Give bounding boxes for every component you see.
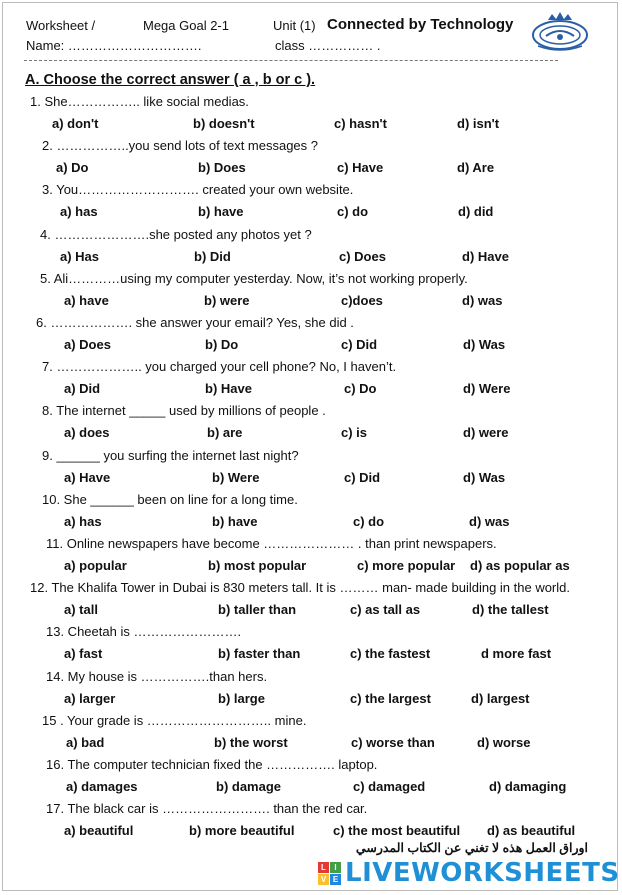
header-divider [24, 60, 558, 61]
question-16-option-d[interactable]: d) damaging [489, 779, 567, 794]
question-11: 11. Online newspapers have become ………………… . than print newspapers. [46, 536, 497, 551]
question-6-option-a[interactable]: a) Does [64, 337, 111, 352]
question-14-option-d[interactable]: d) largest [471, 690, 530, 706]
question-4-option-b[interactable]: b) Did [194, 248, 231, 264]
brand-tile: L [318, 862, 329, 873]
question-17: 17. The black car is ……………………. than the red car. [46, 801, 368, 817]
question-8-option-b[interactable]: b) are [207, 425, 243, 441]
name-field: Name: …………………………. [26, 38, 202, 53]
question-1-option-c[interactable]: c) hasn't [334, 116, 387, 131]
question-16-option-a[interactable]: a) damages [66, 779, 138, 794]
question-6-option-b[interactable]: b) Do [205, 337, 239, 352]
question-13-option-c[interactable]: c) the fastest [350, 646, 431, 662]
question-8-option-d[interactable]: d) were [463, 425, 509, 441]
question-14-option-c[interactable]: c) the largest [350, 690, 431, 706]
question-6: 6. ………………. she answer your email? Yes, she did . [36, 315, 354, 330]
liveworksheets-brand [318, 858, 620, 888]
question-16-option-c[interactable]: c) damaged [353, 779, 426, 794]
question-2-option-b[interactable]: b) Does [198, 160, 246, 176]
question-3-option-c[interactable]: c) do [337, 204, 369, 220]
brand-tile: E [330, 874, 341, 885]
question-15-option-c[interactable]: c) worse than [351, 734, 435, 750]
question-3: 3. You………………………. created your own website. [42, 182, 354, 198]
question-11-option-d[interactable]: d) as popular as [470, 558, 570, 573]
question-3-option-a[interactable]: a) has [60, 204, 98, 220]
question-5-option-b[interactable]: b) were [204, 292, 250, 308]
question-17-option-b[interactable]: b) more beautiful [189, 823, 295, 839]
question-10: 10. She ______ been on line for a long time. [42, 491, 298, 507]
question-9-option-b[interactable]: b) Were [212, 469, 260, 485]
question-10-option-a[interactable]: a) has [64, 513, 102, 529]
question-1-option-d[interactable]: d) isn't [457, 116, 500, 131]
question-17-option-c[interactable]: c) the most beautiful [333, 823, 461, 839]
question-9-option-c[interactable]: c) Did [344, 469, 381, 485]
question-15: 15 . Your grade is ……………………….. mine. [42, 712, 307, 728]
question-11-option-b[interactable]: b) most popular [208, 558, 307, 573]
question-11-option-a[interactable]: a) popular [64, 558, 127, 573]
question-14: 14. My house is …………….than hers. [46, 668, 268, 684]
question-8-option-a[interactable]: a) does [64, 425, 110, 441]
question-10-option-c[interactable]: c) do [353, 513, 385, 529]
question-12-option-b[interactable]: b) taller than [218, 602, 297, 618]
brand-tile: I [330, 862, 341, 873]
question-1-option-a[interactable]: a) don't [52, 116, 99, 131]
question-2-option-a[interactable]: a) Do [56, 160, 89, 176]
worksheet-label: Worksheet / [26, 18, 96, 33]
question-7-option-b[interactable]: b) Have [205, 381, 252, 397]
question-7-option-c[interactable]: c) Do [344, 381, 377, 397]
question-7-option-d[interactable]: d) Were [463, 381, 511, 397]
question-10-option-b[interactable]: b) have [212, 513, 258, 529]
question-17-option-a[interactable]: a) beautiful [64, 823, 134, 839]
question-8-option-c[interactable]: c) is [341, 425, 368, 441]
question-5: 5. Ali…………using my computer yesterday. Now, it’s not working properly. [40, 270, 468, 286]
question-9-option-d[interactable]: d) Was [463, 469, 506, 485]
question-4-option-c[interactable]: c) Does [339, 248, 386, 264]
class-field: class …………… . [275, 38, 381, 53]
question-3-option-b[interactable]: b) have [198, 204, 244, 220]
question-2-option-d[interactable]: d) Are [457, 160, 495, 176]
question-1: 1. She…………….. like social medias. [30, 94, 249, 109]
question-15-option-a[interactable]: a) bad [66, 734, 105, 750]
question-14-option-b[interactable]: b) large [218, 690, 265, 706]
question-9: 9. ______ you surfing the internet last night? [42, 447, 299, 463]
question-15-option-d[interactable]: d) worse [477, 734, 531, 750]
ministry-logo-icon [530, 10, 590, 52]
question-8: 8. The internet _____ used by millions of people . [42, 403, 326, 419]
question-12-option-c[interactable]: c) as tall as [350, 602, 421, 618]
question-2: 2. ……………..you send lots of text messages ? [42, 138, 319, 154]
question-5-option-c[interactable]: c)does [341, 292, 383, 308]
question-12-option-d[interactable]: d) the tallest [472, 602, 549, 618]
question-12: 12. The Khalifa Tower in Dubai is 830 meters tall. It is ……… man- made building in the world. [30, 580, 570, 596]
question-7-option-a[interactable]: a) Did [64, 381, 101, 397]
question-17-option-d[interactable]: d) as beautiful [487, 823, 576, 839]
course-label: Mega Goal 2-1 [143, 18, 229, 33]
question-7: 7. ……………….. you charged your cell phone? No, I haven’t. [42, 359, 397, 375]
question-3-option-d[interactable]: d) did [458, 204, 494, 220]
question-13: 13. Cheetah is ……………………. [46, 624, 242, 640]
question-16-option-b[interactable]: b) damage [216, 779, 282, 794]
question-12-option-a[interactable]: a) tall [64, 602, 98, 618]
brand-wordmark: LIVEWORKSHEETS [345, 858, 620, 888]
question-5-option-a[interactable]: a) have [64, 292, 109, 308]
question-13-option-b[interactable]: b) faster than [218, 646, 301, 662]
brand-tile: V [318, 874, 329, 885]
section-title: A. Choose the correct answer ( a , b or c ). [25, 72, 316, 88]
question-16: 16. The computer technician fixed the ……………. laptop. [46, 757, 378, 772]
brand-tiles [318, 862, 341, 885]
question-4: 4. ………………….she posted any photos yet ? [40, 226, 312, 242]
question-10-option-d[interactable]: d) was [469, 513, 510, 529]
question-9-option-a[interactable]: a) Have [64, 469, 111, 485]
question-14-option-a[interactable]: a) larger [64, 690, 116, 706]
unit-label: Unit (1) [273, 18, 316, 33]
question-15-option-b[interactable]: b) the worst [214, 734, 288, 750]
question-13-option-a[interactable]: a) fast [64, 646, 103, 662]
worksheet-title: Connected by Technology [327, 16, 514, 33]
question-4-option-a[interactable]: a) Has [60, 248, 100, 264]
question-5-option-d[interactable]: d) was [462, 292, 503, 308]
question-6-option-c[interactable]: c) Did [341, 337, 378, 352]
arabic-footer-note: اوراق العمل هذه لا تغني عن الكتاب المدرسي [355, 841, 588, 855]
question-6-option-d[interactable]: d) Was [463, 337, 506, 352]
question-1-option-b[interactable]: b) doesn't [193, 116, 255, 131]
question-2-option-c[interactable]: c) Have [337, 160, 384, 176]
question-4-option-d[interactable]: d) Have [462, 248, 509, 264]
question-11-option-c[interactable]: c) more popular [357, 558, 456, 573]
question-13-option-d[interactable]: d more fast [481, 646, 552, 662]
